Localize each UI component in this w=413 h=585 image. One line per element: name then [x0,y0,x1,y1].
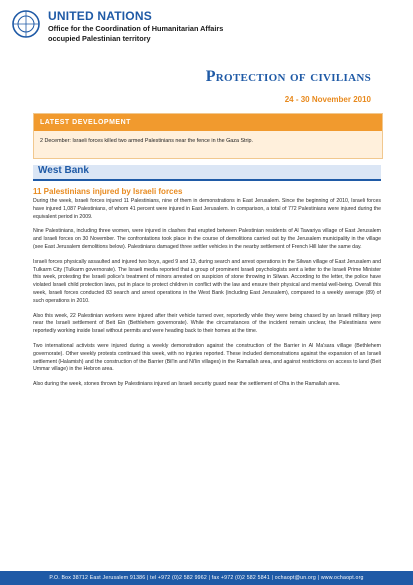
section-title: West Bank [38,165,89,176]
office-line-1: Office for the Coordination of Humanitarian Affairs [48,24,224,33]
paragraph: Also during the week, stones thrown by Palestinians injured an Israeli security guard near the settlement of Ofra in the Ramallah area. [33,381,341,388]
report-title: Protection of civilians [205,68,371,85]
paragraph: Two international activists were injured during a weekly demonstration against the construction of the Barrier in Al Ma'sara village (Bethlehem governorate). Other weekly protests continued this week, with no injuries reported. These included demonstrations against the expansion of an Israeli settlement (Halamish) and the construction of the Barrier (Bil'in and Ni'lin villages) in the Ramallah area, and against restrictions on access to land (Beit Ummar village) in the Hebron area. [33,342,381,373]
paragraph: During the week, Israeli forces injured 11 Palestinians, nine of them in demonstrations in East Jerusalem. Since the beginning of 2010, Israeli forces have injured 1,087 Palestinians, of whom 41 percent were injured in East Jerusalem. In comparison, a total of 772 Palestinians were injured during the equivalent period in 2009. [33,198,381,220]
body-text [33,198,381,396]
organization-name: UNITED NATIONS [48,9,152,23]
latest-development-box [33,113,383,159]
paragraph: Israeli forces physically assaulted and injured two boys, aged 9 and 13, during search and arrest operations in the Silwan village of East Jerusalem and Tulkarm City (Tulkarm governorate). The Israeli media reported that a group of prominent Israeli psychologists sent a letter to the Israeli Prime Minister this week, protesting the Israeli police's treatment of minors arrested on suspicion of stone throwing in Silwan. According to the letter, the police have violated Israeli child protection laws, put in place to protect children in conflict with the law and ensure their physical and mental well-being. Overall this week, Israeli forces conducted 83 search and arrest operations in the West Bank (including East Jerusalem), compared to a weekly average (89) of such operations in 2010. [33,258,381,304]
office-name [48,24,288,44]
report-date: 24 - 30 November 2010 [284,95,371,104]
contact-footer: P.O. Box 38712 East Jerusalem 91386 | tel +972 (0)2 582 9962 | fax +972 (0)2 582 5841 | ochaopt@un.org | www.ochaopt.org [0,571,413,585]
latest-development-heading: LATEST DEVELOPMENT [34,114,382,131]
page-header [0,0,413,110]
subheading: 11 Palestinians injured by Israeli forces [33,187,183,196]
section-header-bar [33,165,381,181]
latest-development-text: 2 December: Israeli forces killed two armed Palestinians near the fence in the Gaza Strip. [40,138,254,144]
paragraph: Also this week, 22 Palestinian workers were injured after their vehicle turned over, reportedly while they were being chased by an Israeli military jeep near the Israeli settlement of Beit Ein (Bethlehem governorate). While the circumstances of the incident remain unclear, the Palestinians were reportedly working inside Israel without permits and were heading back to their homes at the time. [33,312,381,335]
office-line-2: occupied Palestinian territory [48,34,151,43]
paragraph: Nine Palestinians, including three women, were injured in clashes that erupted between Palestinian residents of Al Tawariya village of East Jerusalem and Israeli forces on 30 November. The confrontations took place in the course of demolitions carried out by the Jerusalem municipality in the village (see East Jerusalem demolitions below). Palestinians damaged three settler vehicles in the nearby settlement of French Hill later the same day. [33,228,381,250]
un-emblem-icon [11,9,41,39]
